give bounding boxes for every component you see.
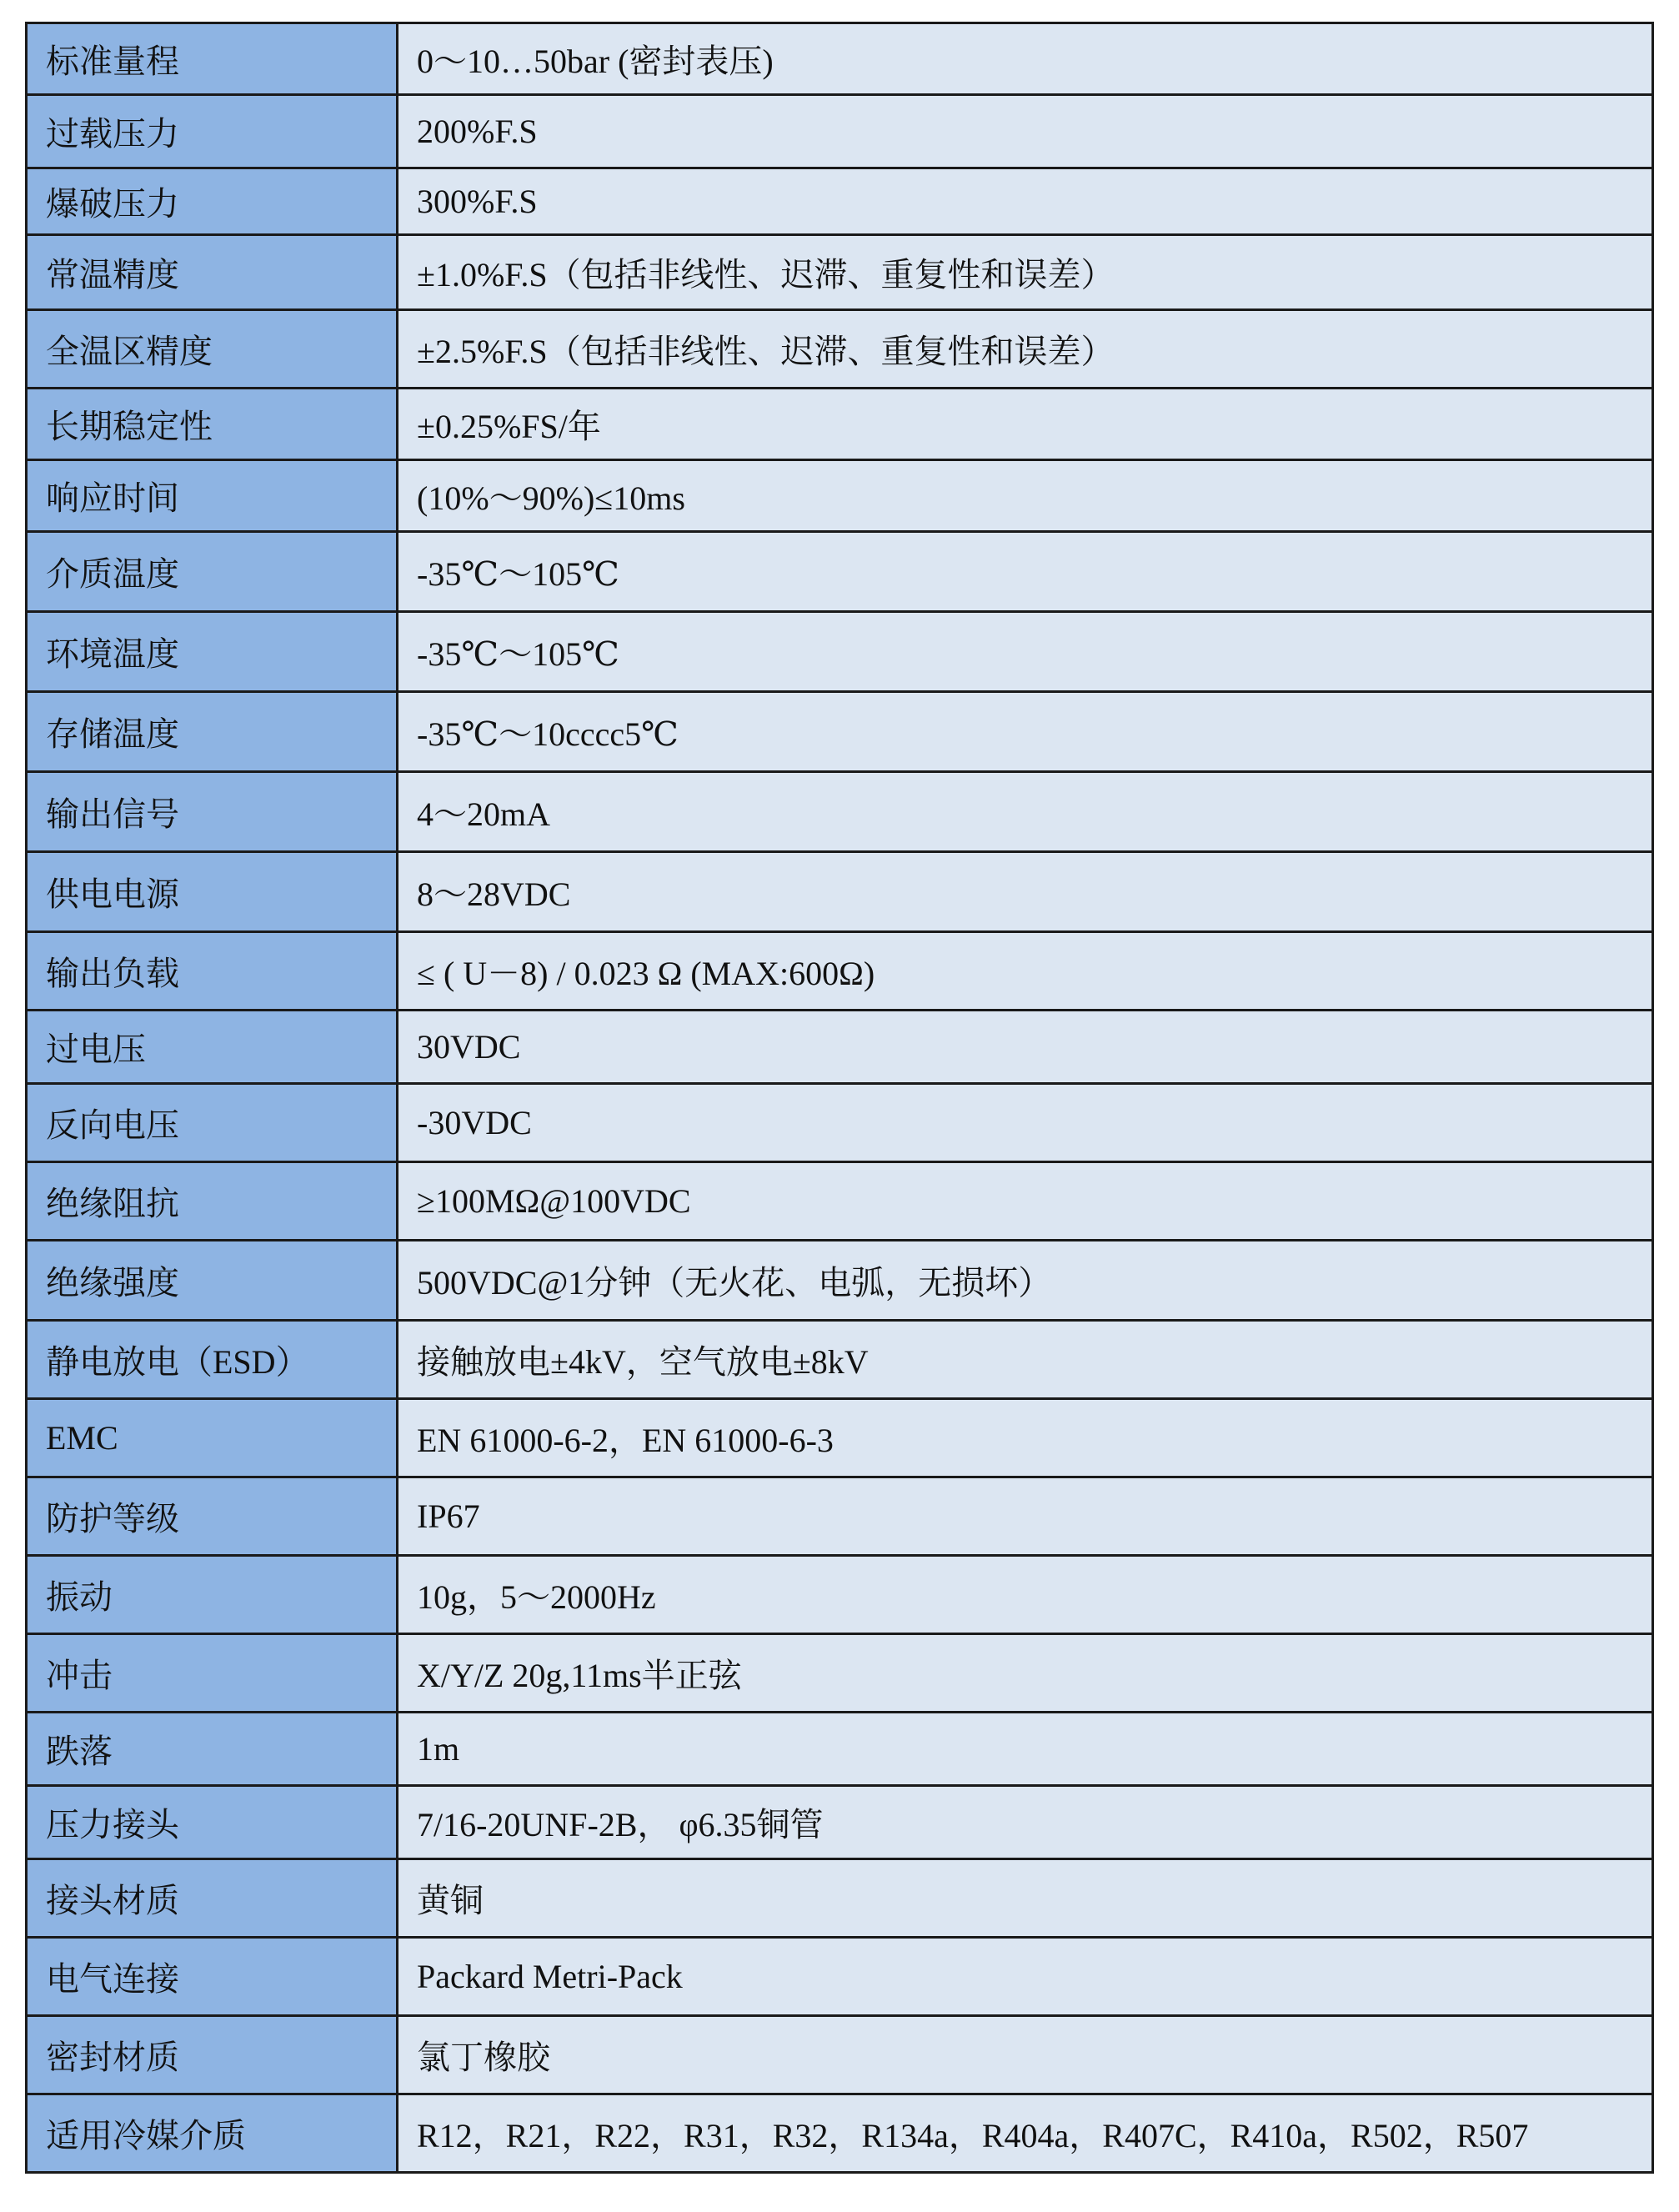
spec-label-cell: 密封材质 bbox=[27, 2016, 398, 2094]
spec-value-cell: -35℃～105℃ bbox=[398, 612, 1653, 692]
spec-label-cell: 标准量程 bbox=[27, 23, 398, 95]
spec-label-cell: 冲击 bbox=[27, 1634, 398, 1713]
table-row bbox=[27, 532, 1653, 612]
spec-label-cell: 跌落 bbox=[27, 1713, 398, 1786]
spec-label-cell: EMC bbox=[27, 1399, 398, 1477]
table-row bbox=[27, 1399, 1653, 1477]
table-row bbox=[27, 1241, 1653, 1321]
table-row bbox=[27, 2016, 1653, 2094]
table-row bbox=[27, 95, 1653, 168]
spec-label-cell: 输出信号 bbox=[27, 772, 398, 852]
spec-label-cell: 电气连接 bbox=[27, 1938, 398, 2016]
spec-label-cell: 压力接头 bbox=[27, 1786, 398, 1859]
table-row bbox=[27, 932, 1653, 1011]
spec-label-cell: 环境温度 bbox=[27, 612, 398, 692]
spec-label-cell: 常温精度 bbox=[27, 235, 398, 310]
spec-value-cell: 8～28VDC bbox=[398, 852, 1653, 932]
spec-label-cell: 反向电压 bbox=[27, 1084, 398, 1162]
spec-label-cell: 防护等级 bbox=[27, 1477, 398, 1556]
spec-value-cell: 7/16-20UNF-2B， φ6.35铜管 bbox=[398, 1786, 1653, 1859]
spec-value-cell: 0～10…50bar (密封表压) bbox=[398, 23, 1653, 95]
spec-value-cell: ≤ ( U－8) / 0.023 Ω (MAX:600Ω) bbox=[398, 932, 1653, 1011]
table-row bbox=[27, 23, 1653, 95]
spec-label-cell: 绝缘强度 bbox=[27, 1241, 398, 1321]
spec-label-cell: 绝缘阻抗 bbox=[27, 1162, 398, 1241]
spec-value-cell: 300%F.S bbox=[398, 168, 1653, 235]
spec-value-cell: ≥100MΩ@100VDC bbox=[398, 1162, 1653, 1241]
table-row bbox=[27, 1084, 1653, 1162]
table-row bbox=[27, 1556, 1653, 1634]
table-row bbox=[27, 692, 1653, 772]
spec-value-cell: EN 61000-6-2，EN 61000-6-3 bbox=[398, 1399, 1653, 1477]
spec-label-cell: 过载压力 bbox=[27, 95, 398, 168]
spec-value-cell: -30VDC bbox=[398, 1084, 1653, 1162]
spec-table-body bbox=[27, 23, 1653, 2173]
table-row bbox=[27, 612, 1653, 692]
spec-value-cell: ±2.5%F.S（包括非线性、迟滞、重复性和误差） bbox=[398, 310, 1653, 389]
spec-label-cell: 存储温度 bbox=[27, 692, 398, 772]
table-row bbox=[27, 389, 1653, 460]
table-row bbox=[27, 310, 1653, 389]
table-row bbox=[27, 235, 1653, 310]
table-row bbox=[27, 1634, 1653, 1713]
spec-value-cell: ±1.0%F.S（包括非线性、迟滞、重复性和误差） bbox=[398, 235, 1653, 310]
table-row bbox=[27, 1859, 1653, 1938]
spec-label-cell: 适用冷媒介质 bbox=[27, 2094, 398, 2173]
spec-label-cell: 供电电源 bbox=[27, 852, 398, 932]
spec-value-cell: ±0.25%FS/年 bbox=[398, 389, 1653, 460]
spec-label-cell: 静电放电（ESD） bbox=[27, 1321, 398, 1399]
spec-value-cell: 1m bbox=[398, 1713, 1653, 1786]
spec-value-cell: -35℃～10cccc5℃ bbox=[398, 692, 1653, 772]
spec-label-cell: 长期稳定性 bbox=[27, 389, 398, 460]
table-row bbox=[27, 852, 1653, 932]
spec-value-cell: 200%F.S bbox=[398, 95, 1653, 168]
spec-value-cell: IP67 bbox=[398, 1477, 1653, 1556]
spec-value-cell: 500VDC@1分钟（无火花、电弧，无损坏） bbox=[398, 1241, 1653, 1321]
table-row bbox=[27, 1786, 1653, 1859]
spec-label-cell: 介质温度 bbox=[27, 532, 398, 612]
spec-value-cell: X/Y/Z 20g,11ms半正弦 bbox=[398, 1634, 1653, 1713]
spec-value-cell: (10%～90%)≤10ms bbox=[398, 460, 1653, 532]
spec-label-cell: 振动 bbox=[27, 1556, 398, 1634]
table-row bbox=[27, 1321, 1653, 1399]
table-row bbox=[27, 168, 1653, 235]
spec-value-cell: 4～20mA bbox=[398, 772, 1653, 852]
spec-label-cell: 全温区精度 bbox=[27, 310, 398, 389]
table-row bbox=[27, 1938, 1653, 2016]
spec-label-cell: 爆破压力 bbox=[27, 168, 398, 235]
spec-value-cell: R12，R21，R22，R31，R32，R134a，R404a，R407C，R410a，R502，R507 bbox=[398, 2094, 1653, 2173]
spec-value-cell: -35℃～105℃ bbox=[398, 532, 1653, 612]
table-row bbox=[27, 772, 1653, 852]
spec-value-cell: 黄铜 bbox=[398, 1859, 1653, 1938]
table-row bbox=[27, 2094, 1653, 2173]
table-row bbox=[27, 1477, 1653, 1556]
spec-label-cell: 过电压 bbox=[27, 1011, 398, 1084]
spec-label-cell: 输出负载 bbox=[27, 932, 398, 1011]
spec-value-cell: Packard Metri-Pack bbox=[398, 1938, 1653, 2016]
table-row bbox=[27, 1162, 1653, 1241]
table-row bbox=[27, 460, 1653, 532]
table-row bbox=[27, 1011, 1653, 1084]
spec-value-cell: 氯丁橡胶 bbox=[398, 2016, 1653, 2094]
spec-label-cell: 接头材质 bbox=[27, 1859, 398, 1938]
spec-value-cell: 30VDC bbox=[398, 1011, 1653, 1084]
spec-label-cell: 响应时间 bbox=[27, 460, 398, 532]
table-row bbox=[27, 1713, 1653, 1786]
spec-table bbox=[25, 22, 1654, 2174]
spec-value-cell: 接触放电±4kV，空气放电±8kV bbox=[398, 1321, 1653, 1399]
spec-value-cell: 10g，5～2000Hz bbox=[398, 1556, 1653, 1634]
